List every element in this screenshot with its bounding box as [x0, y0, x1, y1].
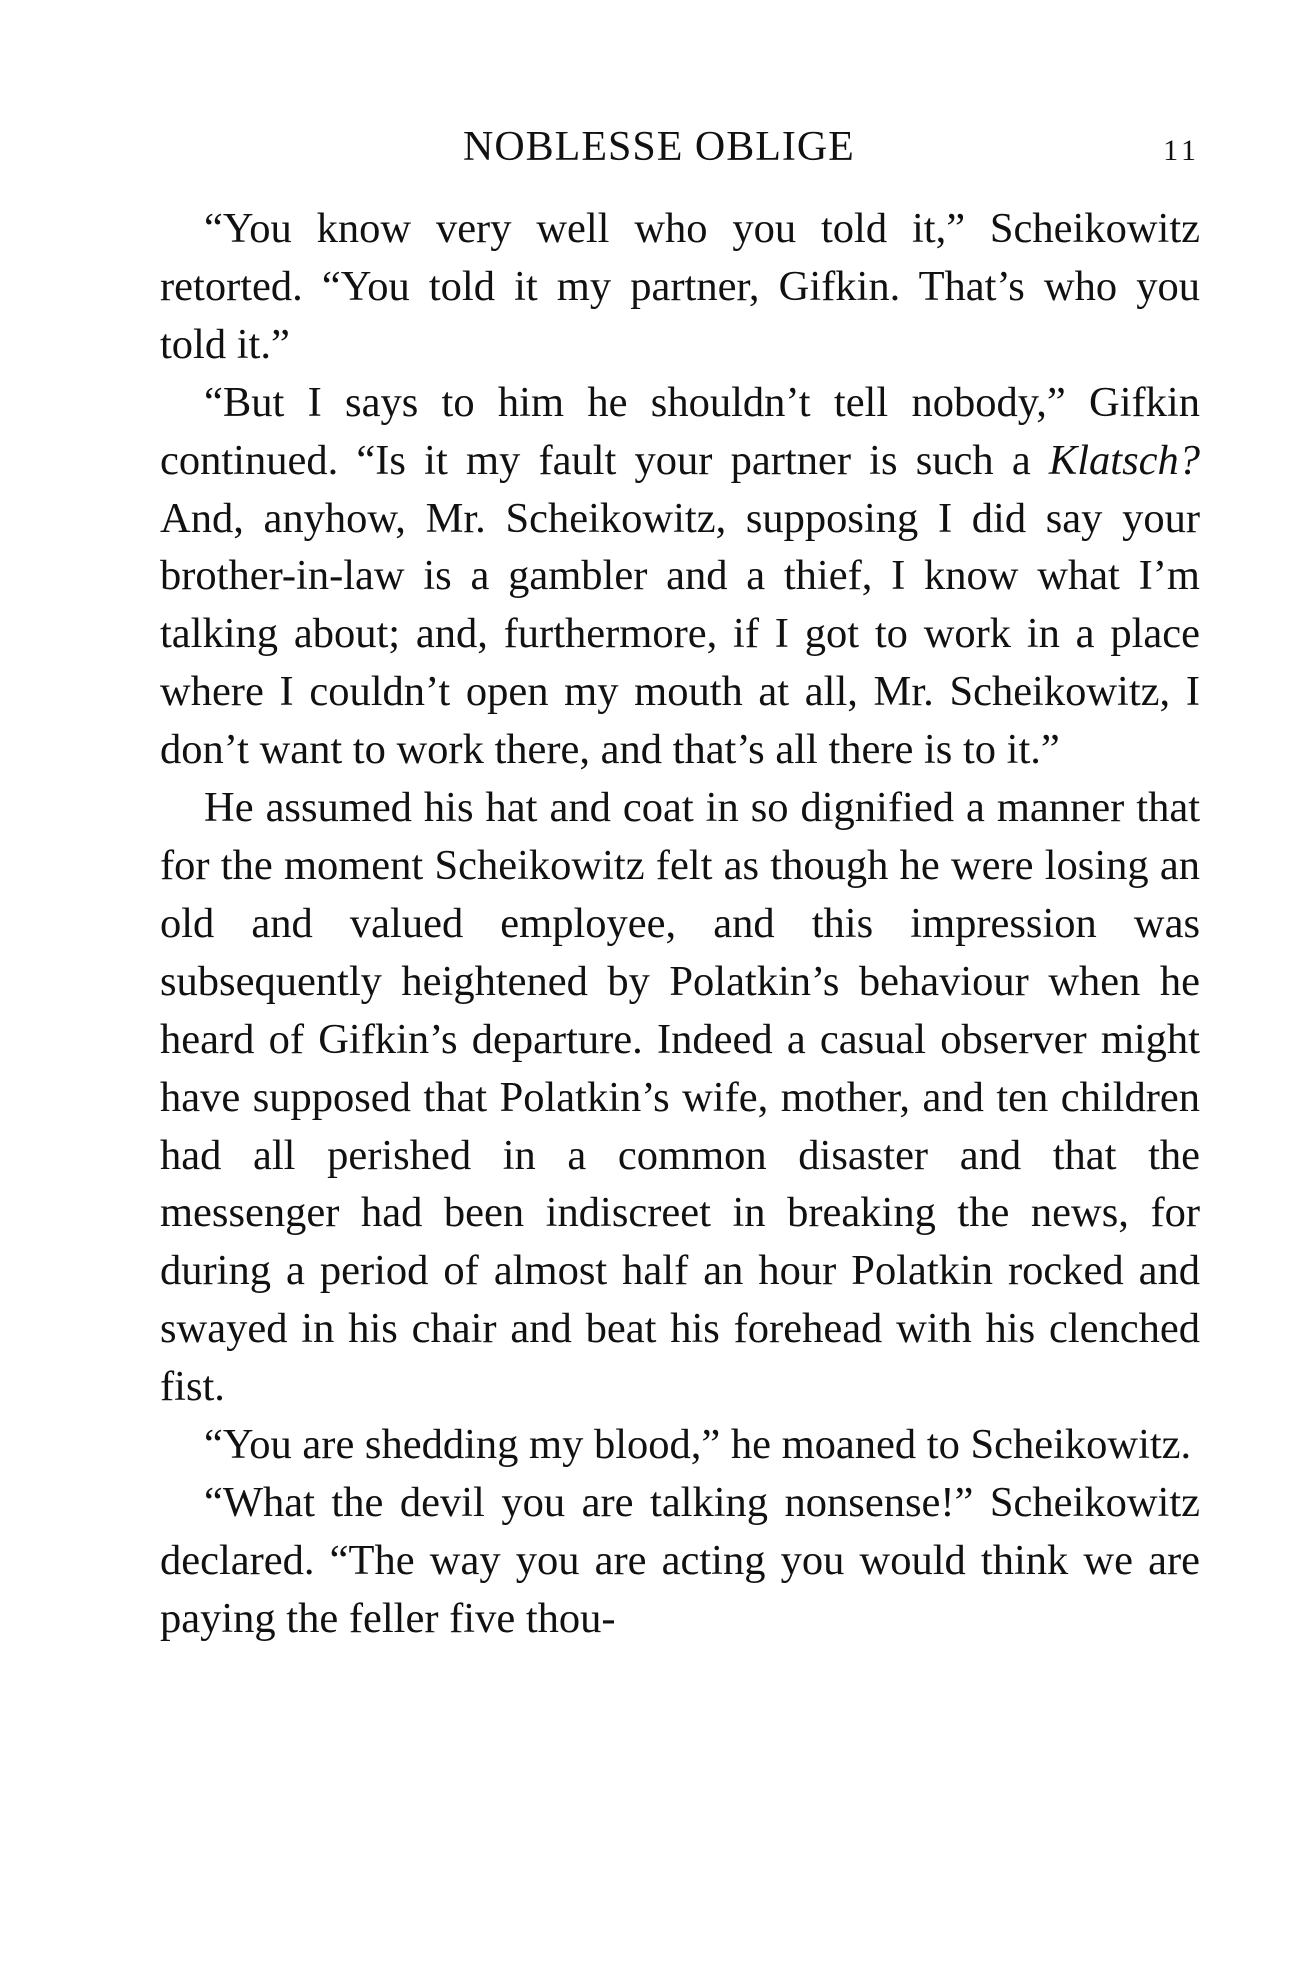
italic-klatsch: Klatsch?: [1048, 436, 1200, 484]
paragraph-2-text-before: “But I says to him he shouldn’t tell nobody,” Gifkin continued. “Is it my fault your partner is such a: [160, 378, 1200, 484]
paragraph-2: [160, 374, 1200, 779]
paragraph-5: “What the devil you are talking nonsense!” Scheikowitz declared. “The way you are acting you would think we are paying the feller five thou-: [160, 1478, 1200, 1642]
paragraph-2-text-after: And, anyhow, Mr. Scheikowitz, supposing I did say your brother-in-law is a gambler and a thief, I know what I’m talking about; and, furthermore, if I got to work in a place where I couldn’t open my mouth at all, Mr. Scheikowitz, I don’t want to work there, and that’s all there is to it.”: [160, 494, 1200, 774]
paragraph-3: He assumed his hat and coat in so dignified a manner that for the moment Scheikowitz felt as though he were losing an old and valued employee, and this impression was subsequently heightened by Polatkin’s behaviour when he heard of Gifkin’s departure. Indeed a casual observer might have supposed that Polatkin’s wife, mother, and ten children had all perished in a common disaster and that the messenger had been indiscreet in breaking the news, for during a period of almost half an hour Polatkin rocked and swayed in his chair and beat his forehead with his clenched fist.: [160, 784, 1200, 1411]
body-text: [160, 200, 1200, 1648]
running-title: NOBLESSE OBLIGE: [463, 124, 855, 170]
page-header: [160, 122, 1200, 172]
paragraph-4: “You are shedding my blood,” he moaned to Scheikowitz.: [204, 1421, 1192, 1469]
page-number: 11: [1163, 134, 1200, 167]
paragraph-1: “You know very well who you told it,” Scheikowitz retorted. “You told it my partner, Gifkin. That’s who you told it.”: [160, 205, 1200, 368]
